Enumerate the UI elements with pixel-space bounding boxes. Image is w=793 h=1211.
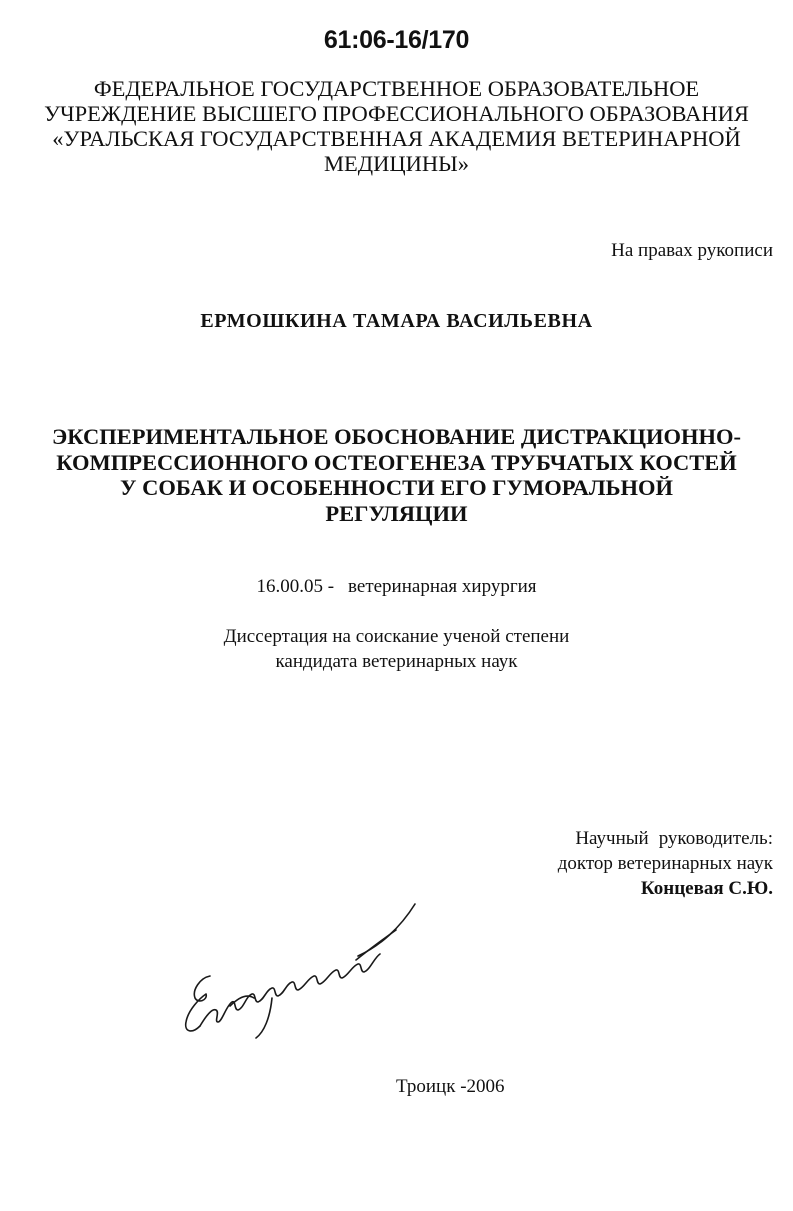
author-name: ЕРМОШКИНА ТАМАРА ВАСИЛЬЕВНА bbox=[200, 310, 593, 332]
rights-note: На правах рукописи bbox=[611, 240, 773, 261]
dissertation-degree bbox=[0, 624, 793, 674]
specialty-code: 16.00.05 - bbox=[256, 576, 335, 597]
organization-line: «УРАЛЬСКАЯ ГОСУДАРСТВЕННАЯ АКАДЕМИЯ ВЕТЕРИНАРНОЙ bbox=[52, 126, 741, 151]
organization-line: УЧРЕЖДЕНИЕ ВЫСШЕГО ПРОФЕССИОНАЛЬНОГО ОБРАЗОВАНИЯ bbox=[44, 101, 749, 126]
supervisor-block bbox=[558, 826, 773, 901]
supervisor-role bbox=[558, 826, 773, 851]
title-line: У СОБАК И ОСОБЕННОСТИ ЕГО ГУМОРАЛЬНОЙ bbox=[119, 475, 674, 500]
title-line: ЭКСПЕРИМЕНТАЛЬНОЕ ОБОСНОВАНИЕ ДИСТРАКЦИОННО- bbox=[51, 424, 742, 449]
supervisor-name: Концевая С.Ю. bbox=[640, 878, 773, 899]
supervisor-role-word: руководитель: bbox=[658, 828, 773, 849]
dissertation-title bbox=[0, 424, 793, 526]
place-year: Троицк -2006 bbox=[396, 1076, 505, 1097]
organization-line: МЕДИЦИНЫ» bbox=[324, 151, 469, 176]
specialty bbox=[0, 576, 793, 598]
title-line: РЕГУЛЯЦИИ bbox=[325, 500, 468, 526]
handwritten-signature bbox=[170, 898, 430, 1048]
degree-line: Диссертация на соискание ученой степени bbox=[223, 626, 570, 647]
organization-name bbox=[0, 76, 793, 176]
organization-line: ФЕДЕРАЛЬНОЕ ГОСУДАРСТВЕННОЕ ОБРАЗОВАТЕЛЬНОЕ bbox=[93, 76, 700, 101]
title-line: КОМПРЕССИОННОГО ОСТЕОГЕНЕЗА ТРУБЧАТЫХ КОСТЕЙ bbox=[56, 449, 737, 475]
supervisor-degree: доктор ветеринарных наук bbox=[557, 853, 773, 874]
specialty-name: ветеринарная хирургия bbox=[348, 576, 537, 597]
supervisor-role-word: Научный bbox=[575, 828, 649, 849]
degree-line: кандидата ветеринарных наук bbox=[275, 651, 518, 672]
document-code: 61:06-16/170 bbox=[323, 26, 470, 54]
